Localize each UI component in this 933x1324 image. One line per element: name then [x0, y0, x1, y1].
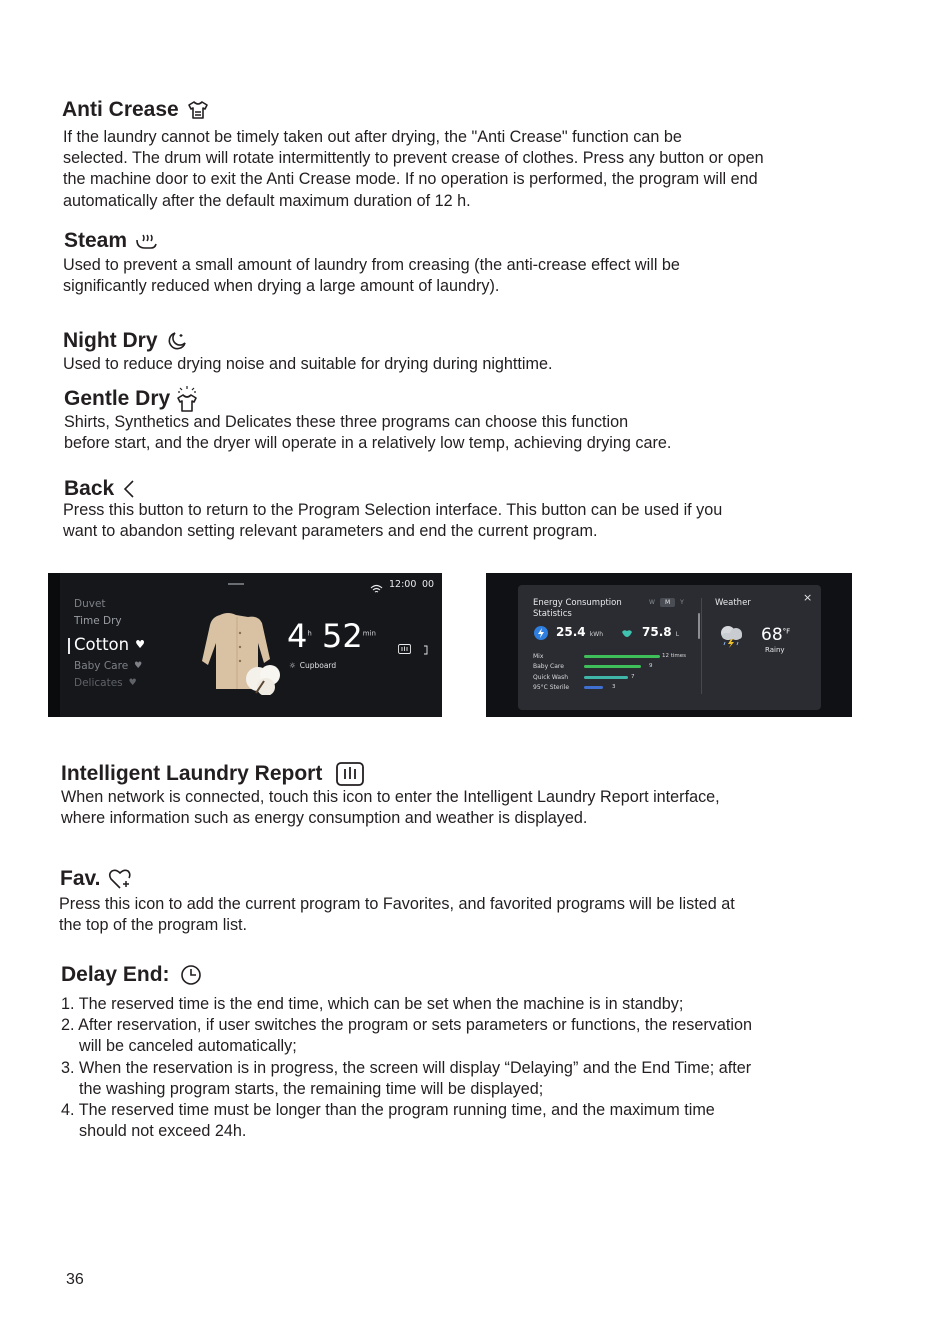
weather-title: Weather	[715, 598, 751, 608]
gentle-dry-line-1: Shirts, Synthetics and Delicates these three programs can choose this function	[64, 413, 629, 431]
delay-end-heading	[61, 963, 202, 987]
back-line-2: want to abandon setting relevant parameters and end the current program.	[63, 522, 598, 541]
report-title: Intelligent Laundry Report	[61, 762, 323, 785]
program-label: Duvet	[74, 598, 106, 610]
delay-item-3-cont: the washing program starts, the remaining time will be displayed;	[79, 1079, 544, 1098]
back-text	[63, 500, 722, 542]
page-number: 36	[66, 1271, 84, 1288]
cardigan-image	[198, 609, 288, 699]
tab-month[interactable]: M	[660, 598, 675, 607]
minutes-unit: min	[362, 629, 376, 638]
usage-bar	[584, 655, 660, 658]
usage-value-quick-wash: 7	[631, 674, 635, 680]
anti-crease-line-3: the machine door to exit the Anti Crease mode. If no operation is performed, the program will end	[63, 170, 758, 189]
delay-item-2-cont: will be canceled automatically;	[79, 1037, 297, 1056]
usage-label-quick-wash: Quick Wash	[533, 674, 569, 681]
report-button[interactable]	[398, 639, 411, 658]
usage-bar	[584, 676, 628, 679]
anti-crease-line-2: selected. The drum will rotate intermittently to prevent crease of clothes. Press any button or open	[63, 149, 764, 168]
temperature-readout	[761, 625, 790, 645]
chevron-left-icon	[122, 479, 136, 499]
gentle-dry-line-2: before start, and the dryer will operate in a relatively low temp, achieving drying care.	[64, 434, 672, 453]
panel-divider	[701, 598, 702, 694]
usage-bar	[584, 665, 641, 668]
anti-crease-heading	[62, 98, 209, 122]
fav-heading	[60, 867, 132, 891]
gentle-dry-text	[64, 412, 671, 454]
tab-year[interactable]: Y	[680, 599, 684, 606]
usage-value-baby-care: 9	[649, 663, 653, 669]
steam-line-1: Used to prevent a small amount of laundry from creasing (the anti-crease effect will be	[63, 256, 680, 274]
door-icon[interactable]	[423, 640, 429, 659]
usage-label-mix: Mix	[533, 653, 544, 660]
anti-crease-title: Anti Crease	[62, 98, 179, 121]
night-dry-heading	[63, 329, 188, 353]
pull-down-handle[interactable]	[228, 583, 244, 585]
night-dry-title: Night Dry	[63, 329, 158, 352]
delay-item-2: 2. After reservation, if user switches the program or sets parameters or functions, the reservation	[61, 1016, 752, 1035]
program-item-time-dry[interactable]	[74, 615, 122, 627]
steam-title: Steam	[64, 229, 128, 252]
steam-icon	[135, 232, 159, 250]
energy-unit: kWh	[589, 631, 604, 638]
delay-end-title: Delay End:	[61, 963, 170, 986]
favorite-heart-icon: ♥	[134, 661, 143, 671]
hours-unit: h	[307, 629, 312, 638]
energy-title: Energy Consumption	[533, 598, 622, 608]
program-item-duvet[interactable]	[74, 598, 106, 610]
usage-value-sterile: 3	[612, 684, 616, 690]
dryness-label: Cupboard	[299, 661, 337, 670]
water-unit: L	[675, 631, 680, 638]
program-item-baby-care[interactable]	[74, 660, 142, 672]
moon-icon	[166, 330, 188, 352]
report-text	[61, 787, 720, 829]
delay-item-3: 3. When the reservation is in progress, the screen will display “Delaying” and the End Time; after	[61, 1058, 752, 1077]
steam-line-2: significantly reduced when drying a large amount of laundry).	[63, 277, 500, 296]
favorite-heart-icon: ♥	[128, 678, 137, 688]
program-label: Cotton	[74, 635, 130, 654]
thunderstorm-icon	[717, 623, 747, 653]
period-tabs	[644, 598, 689, 607]
heart-plus-icon	[108, 868, 132, 890]
dryness-option[interactable]	[289, 661, 336, 670]
usage-bar	[584, 686, 603, 689]
program-label: Baby Care	[74, 660, 129, 672]
favorite-heart-icon: ♥	[135, 638, 145, 651]
anti-crease-line-1: If the laundry cannot be timely taken out after drying, the "Anti Crease" function can be	[63, 128, 682, 146]
clock-readout: 12:00	[389, 579, 417, 590]
screen-edge	[48, 573, 60, 717]
delay-end-list	[61, 994, 752, 1142]
time-minutes: 52	[321, 617, 363, 655]
gentle-dry-heading	[64, 384, 202, 414]
time-hours: 4	[287, 617, 308, 655]
usage-label-sterile: 95°C Sterile	[533, 684, 570, 691]
water-value: 75.8	[642, 625, 672, 639]
steam-text	[63, 255, 680, 297]
statistics-title: Statistics	[533, 609, 572, 619]
fav-title: Fav.	[60, 867, 101, 890]
program-label: Delicates	[74, 677, 123, 689]
back-heading	[64, 477, 136, 501]
program-label: Time Dry	[74, 615, 122, 627]
remaining-time	[287, 617, 376, 655]
water-drop-icon	[620, 625, 634, 644]
back-line-1: Press this button to return to the Program Selection interface. This button can be used if you	[63, 501, 723, 519]
delay-item-4: 4. The reserved time must be longer than the program running time, and the maximum time	[61, 1101, 715, 1120]
usage-label-baby-care: Baby Care	[533, 663, 564, 670]
energy-value: 25.4	[556, 625, 586, 639]
fav-line-2: the top of the program list.	[59, 916, 248, 935]
night-dry-line-1: Used to reduce drying noise and suitable for drying during nighttime.	[63, 355, 553, 373]
report-chart-icon	[336, 762, 364, 786]
fav-line-1: Press this icon to add the current program to Favorites, and favorited programs will be listed at	[59, 895, 735, 913]
energy-bolt-icon	[534, 625, 548, 644]
night-dry-text	[63, 354, 553, 375]
weather-condition: Rainy	[765, 646, 785, 654]
gentle-shirt-icon	[172, 384, 202, 414]
scrollbar[interactable]	[698, 613, 700, 639]
report-line-2: where information such as energy consumption and weather is displayed.	[61, 809, 588, 828]
delay-item-1: 1. The reserved time is the end time, which can be set when the machine is in standby;	[61, 995, 684, 1013]
energy-stat	[556, 625, 603, 639]
water-stat	[642, 625, 679, 639]
program-item-cotton[interactable]	[74, 635, 145, 654]
temperature-unit: °F	[782, 627, 791, 636]
back-title: Back	[64, 477, 115, 500]
tab-week[interactable]: W	[649, 599, 655, 606]
clock-extra: 00	[422, 579, 435, 590]
report-screen	[486, 573, 852, 717]
fav-text	[59, 894, 735, 936]
wifi-icon	[370, 579, 383, 598]
selection-indicator	[68, 638, 70, 654]
shirt-icon	[187, 100, 209, 120]
program-item-delicates[interactable]	[74, 677, 137, 689]
temperature-value: 68	[761, 625, 783, 645]
anti-crease-line-4: automatically after the default maximum duration of 12 h.	[63, 191, 471, 210]
delay-item-4-cont: should not exceed 24h.	[79, 1122, 247, 1141]
report-heading	[61, 762, 364, 786]
usage-value-mix: 12 times	[662, 653, 687, 659]
anti-crease-text	[63, 127, 764, 212]
report-line-1: When network is connected, touch this icon to enter the Intelligent Laundry Report interface,	[61, 788, 720, 806]
program-screen	[48, 573, 442, 717]
close-icon[interactable]: ×	[803, 591, 813, 604]
gentle-dry-title: Gentle Dry	[64, 387, 171, 410]
steam-heading	[64, 229, 159, 253]
sun-icon: ☼	[289, 661, 296, 670]
clock-icon	[180, 964, 202, 986]
